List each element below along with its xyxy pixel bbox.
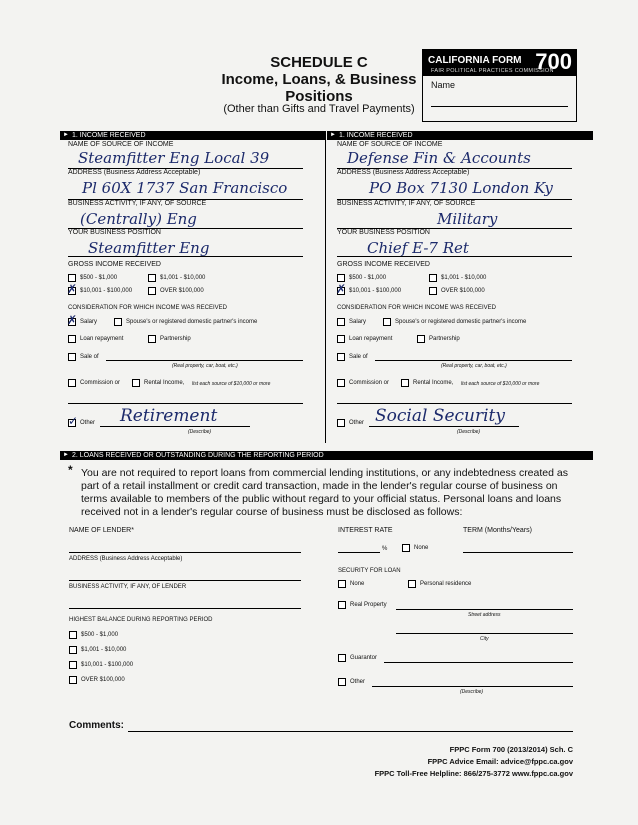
section1-divider — [325, 131, 326, 443]
activity-value[interactable]: Military — [437, 210, 498, 228]
rental-note: list each source of $10,000 or more — [192, 381, 271, 387]
schedule-note: (Other than Gifts and Travel Payments) — [223, 103, 415, 115]
check-mark: ✗ — [67, 313, 78, 327]
loan-repayment-checkbox[interactable] — [68, 335, 76, 343]
section1-bar-right: ► 1. INCOME RECEIVED — [327, 131, 593, 140]
income-right — [337, 141, 582, 446]
balance-b1-checkbox[interactable] — [69, 631, 77, 639]
gross-r2-label: $1,001 - $10,000 — [160, 275, 206, 281]
comments-label: Comments: — [69, 720, 125, 731]
partnership-label: Partnership — [160, 336, 191, 342]
real-property-label: Real Property — [350, 602, 387, 608]
personal-residence-checkbox[interactable] — [408, 580, 416, 588]
guarantor-field[interactable] — [384, 662, 573, 663]
gross-r1-checkbox[interactable] — [68, 274, 76, 282]
comments-field[interactable] — [128, 731, 573, 732]
salary-checkbox[interactable] — [67, 313, 78, 327]
gross-r3-checkbox[interactable] — [67, 282, 78, 296]
percent-sign: % — [382, 546, 388, 552]
other-checkbox[interactable] — [337, 419, 345, 427]
section2-bar: ► 2. LOANS RECEIVED OR OUTSTANDING DURING THE REPORTING PERIOD — [60, 451, 593, 460]
gross-income-label: GROSS INCOME RECEIVED — [337, 261, 430, 268]
check-mark: ✗ — [67, 282, 78, 296]
address-label: ADDRESS (Business Address Acceptable) — [337, 169, 470, 176]
interest-none-label: None — [414, 545, 429, 551]
consideration-label: CONSIDERATION FOR WHICH INCOME WAS RECEIVED — [68, 305, 228, 311]
sale-of-field[interactable] — [375, 360, 572, 361]
address-value[interactable]: Pl 60X 1737 San Francisco — [82, 179, 288, 197]
position-label: YOUR BUSINESS POSITION — [337, 229, 430, 236]
interest-none-checkbox[interactable] — [402, 544, 410, 552]
salary-label: Salary — [349, 319, 367, 325]
city-field[interactable] — [396, 633, 573, 634]
source-name-label: NAME OF SOURCE OF INCOME — [68, 141, 174, 148]
security-none-label: None — [350, 581, 365, 587]
spouse-income-checkbox[interactable] — [383, 318, 391, 326]
other-checkbox[interactable] — [68, 414, 79, 428]
gross-r2-checkbox[interactable] — [429, 274, 437, 282]
guarantor-checkbox[interactable] — [338, 654, 346, 662]
field-line — [369, 426, 519, 427]
field-line — [100, 426, 250, 427]
real-property-checkbox[interactable] — [338, 601, 346, 609]
balance-b2-label: $1,001 - $10,000 — [81, 647, 127, 653]
loan-describe-note: (Describe) — [460, 689, 484, 695]
gross-r1-checkbox[interactable] — [337, 274, 345, 282]
gross-r1-label: $500 - $1,000 — [349, 275, 387, 281]
other-label: Other — [349, 420, 365, 426]
partnership-label: Partnership — [429, 336, 460, 342]
balance-b1-label: $500 - $1,000 — [81, 632, 119, 638]
security-label: SECURITY FOR LOAN — [338, 568, 401, 574]
loan-repayment-checkbox[interactable] — [337, 335, 345, 343]
source-name-value[interactable]: Defense Fin & Accounts — [347, 149, 531, 167]
sale-note: (Real property, car, boat, etc.) — [441, 363, 507, 369]
loan-other-field[interactable] — [372, 686, 573, 687]
activity-value[interactable]: (Centrally) Eng — [80, 210, 197, 228]
position-value[interactable]: Steamfitter Eng — [88, 239, 210, 257]
gross-r4-label: OVER $100,000 — [160, 288, 204, 294]
other-value[interactable]: Retirement — [120, 406, 218, 426]
name-field[interactable] — [431, 106, 568, 107]
sale-of-checkbox[interactable] — [337, 353, 345, 361]
loan-repayment-label: Loan repayment — [349, 336, 393, 342]
highest-balance-label: HIGHEST BALANCE DURING REPORTING PERIOD — [69, 617, 213, 623]
balance-b2-checkbox[interactable] — [69, 646, 77, 654]
source-name-label: NAME OF SOURCE OF INCOME — [337, 141, 443, 148]
spouse-income-label: Spouse's or registered domestic partner's income — [126, 319, 258, 325]
form-label: CALIFORNIA FORM — [428, 55, 522, 66]
loan-repayment-label: Loan repayment — [80, 336, 124, 342]
gross-r4-checkbox[interactable] — [148, 287, 156, 295]
term-field[interactable] — [463, 552, 573, 553]
partnership-checkbox[interactable] — [148, 335, 156, 343]
spouse-income-checkbox[interactable] — [114, 318, 122, 326]
lender-activity-label: BUSINESS ACTIVITY, IF ANY, OF LENDER — [69, 584, 187, 590]
lender-name-label: NAME OF LENDER* — [69, 527, 134, 534]
balance-b3-checkbox[interactable] — [69, 661, 77, 669]
gross-r4-checkbox[interactable] — [429, 287, 437, 295]
loans-note: You are not required to report loans from commercial lending institutions, or any indebtedness created as part of a retail installment or credit card transaction, made in the lender's regular course of business on terms available to members of the public without regard to your official status. Personal loans and loans received not in a lender's regular course of business must be disclosed as follows: — [81, 467, 568, 518]
lender-activity-field[interactable] — [69, 608, 301, 609]
rental-field[interactable] — [337, 403, 572, 404]
activity-label: BUSINESS ACTIVITY, IF ANY, OF SOURCE — [337, 200, 476, 207]
city-note: City — [480, 636, 489, 642]
consideration-label: CONSIDERATION FOR WHICH INCOME WAS RECEIVED — [337, 305, 497, 311]
position-value[interactable]: Chief E-7 Ret — [367, 239, 469, 257]
balance-b3-label: $10,001 - $100,000 — [81, 662, 134, 668]
schedule-subtitle: Income, Loans, & Business — [221, 71, 417, 88]
commission-label: Commission or — [80, 380, 121, 386]
footer-advice-email: FPPC Advice Email: advice@fppc.ca.gov — [427, 757, 573, 766]
security-none-checkbox[interactable] — [338, 580, 346, 588]
street-address-note: Street address — [468, 612, 501, 618]
street-address-field[interactable] — [396, 609, 573, 610]
interest-rate-label: INTEREST RATE — [338, 527, 393, 534]
sale-of-field[interactable] — [106, 360, 303, 361]
field-line — [68, 256, 303, 257]
loan-other-checkbox[interactable] — [338, 678, 346, 686]
address-label: ADDRESS (Business Address Acceptable) — [68, 169, 201, 176]
form-id-header — [423, 50, 576, 76]
address-value[interactable]: PO Box 7130 London Ky — [369, 179, 553, 197]
balance-b4-label: OVER $100,000 — [81, 677, 125, 683]
rental-field[interactable] — [68, 403, 303, 404]
gross-r4-label: OVER $100,000 — [441, 288, 485, 294]
rental-label: Rental Income, — [144, 380, 185, 386]
position-label: YOUR BUSINESS POSITION — [68, 229, 161, 236]
form-number: 700 — [535, 49, 572, 74]
footer-form-id: FPPC Form 700 (2013/2014) Sch. C — [449, 745, 573, 754]
gross-r3-checkbox[interactable] — [336, 282, 347, 296]
lender-address-field[interactable] — [69, 580, 301, 581]
rental-checkbox[interactable] — [132, 379, 140, 387]
salary-label: Salary — [80, 319, 98, 325]
partnership-checkbox[interactable] — [417, 335, 425, 343]
balance-b4-checkbox[interactable] — [69, 676, 77, 684]
rental-note: list each source of $10,000 or more — [461, 381, 540, 387]
personal-residence-label: Personal residence — [420, 581, 472, 587]
gross-r2-label: $1,001 - $10,000 — [441, 275, 487, 281]
sale-of-label: Sale of — [349, 354, 368, 360]
other-value[interactable]: Social Security — [375, 406, 505, 426]
source-name-value[interactable]: Steamfitter Eng Local 39 — [78, 149, 270, 167]
gross-r2-checkbox[interactable] — [148, 274, 156, 282]
rental-label: Rental Income, — [413, 380, 454, 386]
name-label: Name — [431, 80, 456, 90]
interest-rate-field[interactable] — [338, 552, 380, 553]
check-mark: ✗ — [336, 282, 347, 296]
gross-r3-label: $10,001 - $100,000 — [349, 288, 402, 294]
section1-bar-left: ► 1. INCOME RECEIVED — [60, 131, 326, 140]
spouse-income-label: Spouse's or registered domestic partner's income — [395, 319, 527, 325]
describe-note: (Describe) — [457, 429, 481, 435]
lender-name-field[interactable] — [69, 552, 301, 553]
term-label: TERM (Months/Years) — [463, 527, 532, 534]
footer-helpline: FPPC Toll-Free Helpline: 866/275-3772 www.fppc.ca.gov — [374, 769, 573, 778]
other-label: Other — [80, 420, 96, 426]
check-mark: ✓ — [68, 414, 79, 428]
agency-name: FAIR POLITICAL PRACTICES COMMISSION — [431, 68, 554, 74]
sale-of-checkbox[interactable] — [68, 353, 76, 361]
field-line — [337, 256, 572, 257]
note-asterisk: * — [68, 463, 73, 477]
activity-label: BUSINESS ACTIVITY, IF ANY, OF SOURCE — [68, 200, 207, 207]
form-id-box — [422, 49, 577, 122]
commission-checkbox[interactable] — [337, 379, 345, 387]
loan-other-label: Other — [350, 679, 366, 685]
lender-address-label: ADDRESS (Business Address Acceptable) — [69, 556, 183, 562]
commission-checkbox[interactable] — [68, 379, 76, 387]
gross-income-label: GROSS INCOME RECEIVED — [68, 261, 161, 268]
commission-label: Commission or — [349, 380, 390, 386]
describe-note: (Describe) — [188, 429, 212, 435]
gross-r1-label: $500 - $1,000 — [80, 275, 118, 281]
sale-note: (Real property, car, boat, etc.) — [172, 363, 238, 369]
rental-checkbox[interactable] — [401, 379, 409, 387]
sale-of-label: Sale of — [80, 354, 99, 360]
salary-checkbox[interactable] — [337, 318, 345, 326]
income-left — [68, 141, 313, 446]
schedule-subtitle-2: Positions — [285, 88, 353, 105]
schedule-title: SCHEDULE C — [270, 54, 368, 71]
gross-r3-label: $10,001 - $100,000 — [80, 288, 133, 294]
guarantor-label: Guarantor — [350, 655, 378, 661]
